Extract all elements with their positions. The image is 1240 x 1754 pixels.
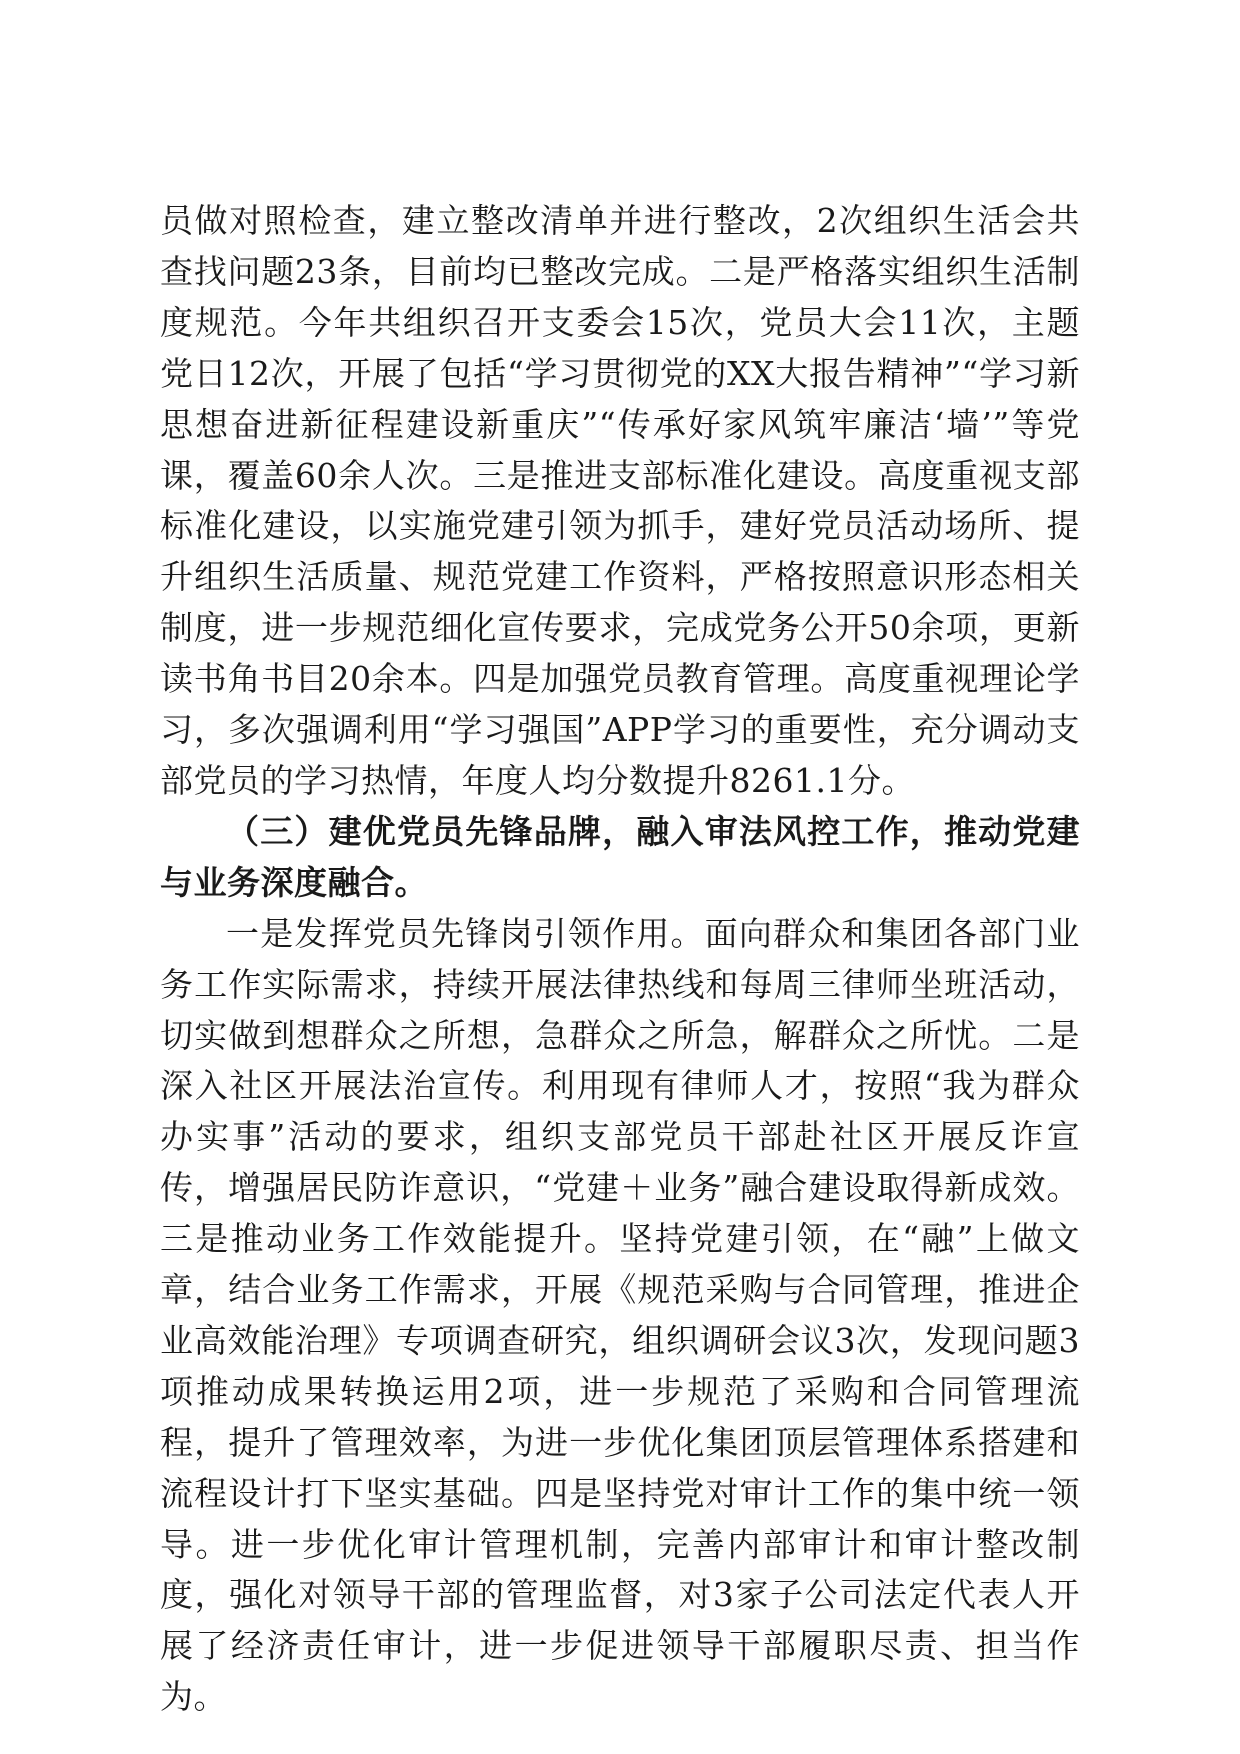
document-body: [160, 196, 1080, 1723]
section-heading: （三）建优党员先锋品牌，融入审法风控工作，推动党建与业务深度融合。: [160, 811, 1080, 902]
paragraph-continuation: 员做对照检查，建立整改清单并进行整改，2次组织生活会共查找问题23条，目前均已整改完成。二是严格落实组织生活制度规范。今年共组织召开支委会15次，党员大会11次，主题党日12次，开展了包括“学习贯彻党的XX大报告精神”“学习新思想奋进新征程建设新重庆”“传承好家风筑牢廉洁‘墙’”等党课，覆盖60余人次。三是推进支部标准化建设。高度重视支部标准化建设，以实施党建引领为抓手，建好党员活动场所、提升组织生活质量、规范党建工作资料，严格按照意识形态相关制度，进一步规范细化宣传要求，完成党务公开50余项，更新读书角书目20余本。四是加强党员教育管理。高度重视理论学习，多次强调利用“学习强国”APP学习的重要性，充分调动支部党员的学习热情，年度人均分数提升8261.1分。: [160, 201, 1080, 800]
paragraph-body: 一是发挥党员先锋岗引领作用。面向群众和集团各部门业务工作实际需求，持续开展法律热线和每周三律师坐班活动，切实做到想群众之所想，急群众之所急，解群众之所忧。二是深入社区开展法治宣传。利用现有律师人才，按照“我为群众办实事”活动的要求，组织支部党员干部赴社区开展反诈宣传，增强居民防诈意识，“党建＋业务”融合建设取得新成效。三是推动业务工作效能提升。坚持党建引领，在“融”上做文章，结合业务工作需求，开展《规范采购与合同管理，推进企业高效能治理》专项调查研究，组织调研会议3次，发现问题3项推动成果转换运用2项，进一步规范了采购和合同管理流程，提升了管理效率，为进一步优化集团顶层管理体系搭建和流程设计打下坚实基础。四是坚持党对审计工作的集中统一领导。进一步优化审计管理机制，完善内部审计和审计整改制度，强化对领导干部的管理监督，对3家子公司法定代表人开展了经济责任审计，进一步促进领导干部履职尽责、担当作为。: [160, 913, 1080, 1717]
